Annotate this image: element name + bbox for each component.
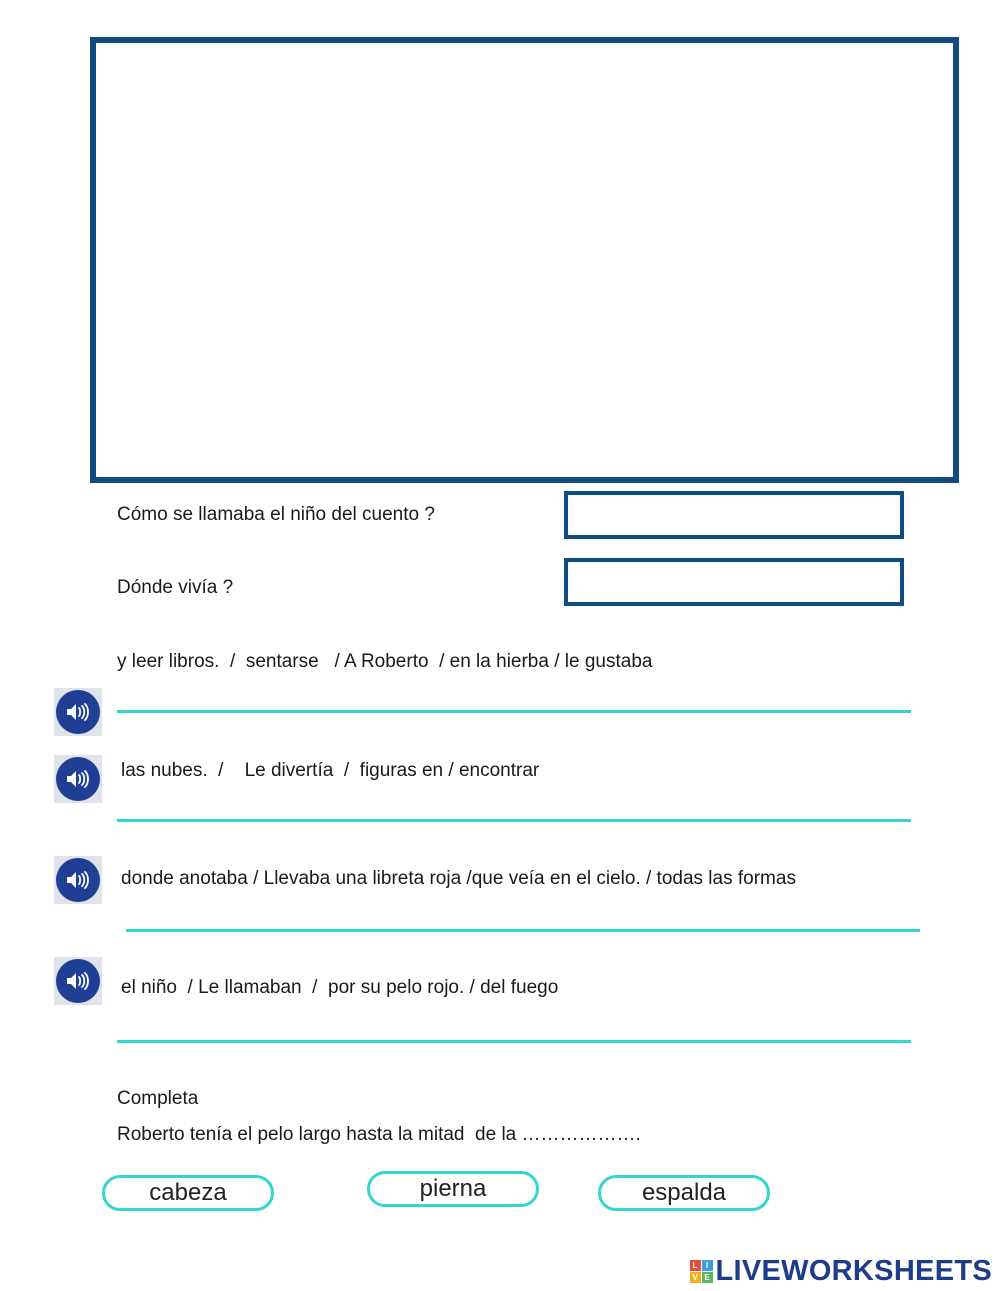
scramble-3-words: donde anotaba / Llevaba una libreta roja /que veía en el cielo. / todas las formas [121,868,796,889]
brand-name: LIVEWORKSHEETS [715,1255,992,1287]
answer-home-input[interactable] [564,558,904,606]
audio-button-1[interactable] [54,688,102,736]
audio-button-4[interactable] [54,957,102,1005]
audio-button-3[interactable] [54,856,102,904]
liveworksheets-brand[interactable] [690,1255,993,1288]
logo-tile-e: E [702,1272,713,1283]
question-home-label: Dónde vivía ? [117,577,234,598]
logo-tile-i: I [702,1260,713,1271]
story-video-frame[interactable] [90,37,959,483]
liveworksheets-logo-icon [690,1260,713,1283]
scramble-4-words: el niño / Le llamaban / por su pelo rojo. / del fuego [121,977,559,998]
scramble-1-words: y leer libros. / sentarse / A Roberto / en la hierba / le gustaba [117,651,653,672]
answer-name-input[interactable] [564,491,904,539]
scramble-2-words: las nubes. / Le divertía / figuras en / encontrar [121,760,540,781]
scramble-4-answer-line[interactable] [117,1017,911,1043]
audio-button-2[interactable] [54,755,102,803]
scramble-2-answer-line[interactable] [117,796,911,822]
option-espalda[interactable]: espalda [598,1175,770,1211]
scramble-1-answer-line[interactable] [117,687,911,713]
speaker-icon [56,690,100,734]
speaker-icon [56,959,100,1003]
question-name-label: Cómo se llamaba el niño del cuento ? [117,504,435,525]
logo-tile-l: L [690,1260,701,1271]
scramble-3-answer-line[interactable] [126,906,920,932]
completa-sentence: Roberto tenía el pelo largo hasta la mitad de la ………………. [117,1124,641,1145]
completa-title: Completa [117,1088,199,1109]
logo-tile-v: V [690,1272,701,1283]
speaker-icon [56,858,100,902]
option-pierna[interactable]: pierna [367,1171,539,1207]
speaker-icon [56,757,100,801]
option-cabeza[interactable]: cabeza [102,1175,274,1211]
